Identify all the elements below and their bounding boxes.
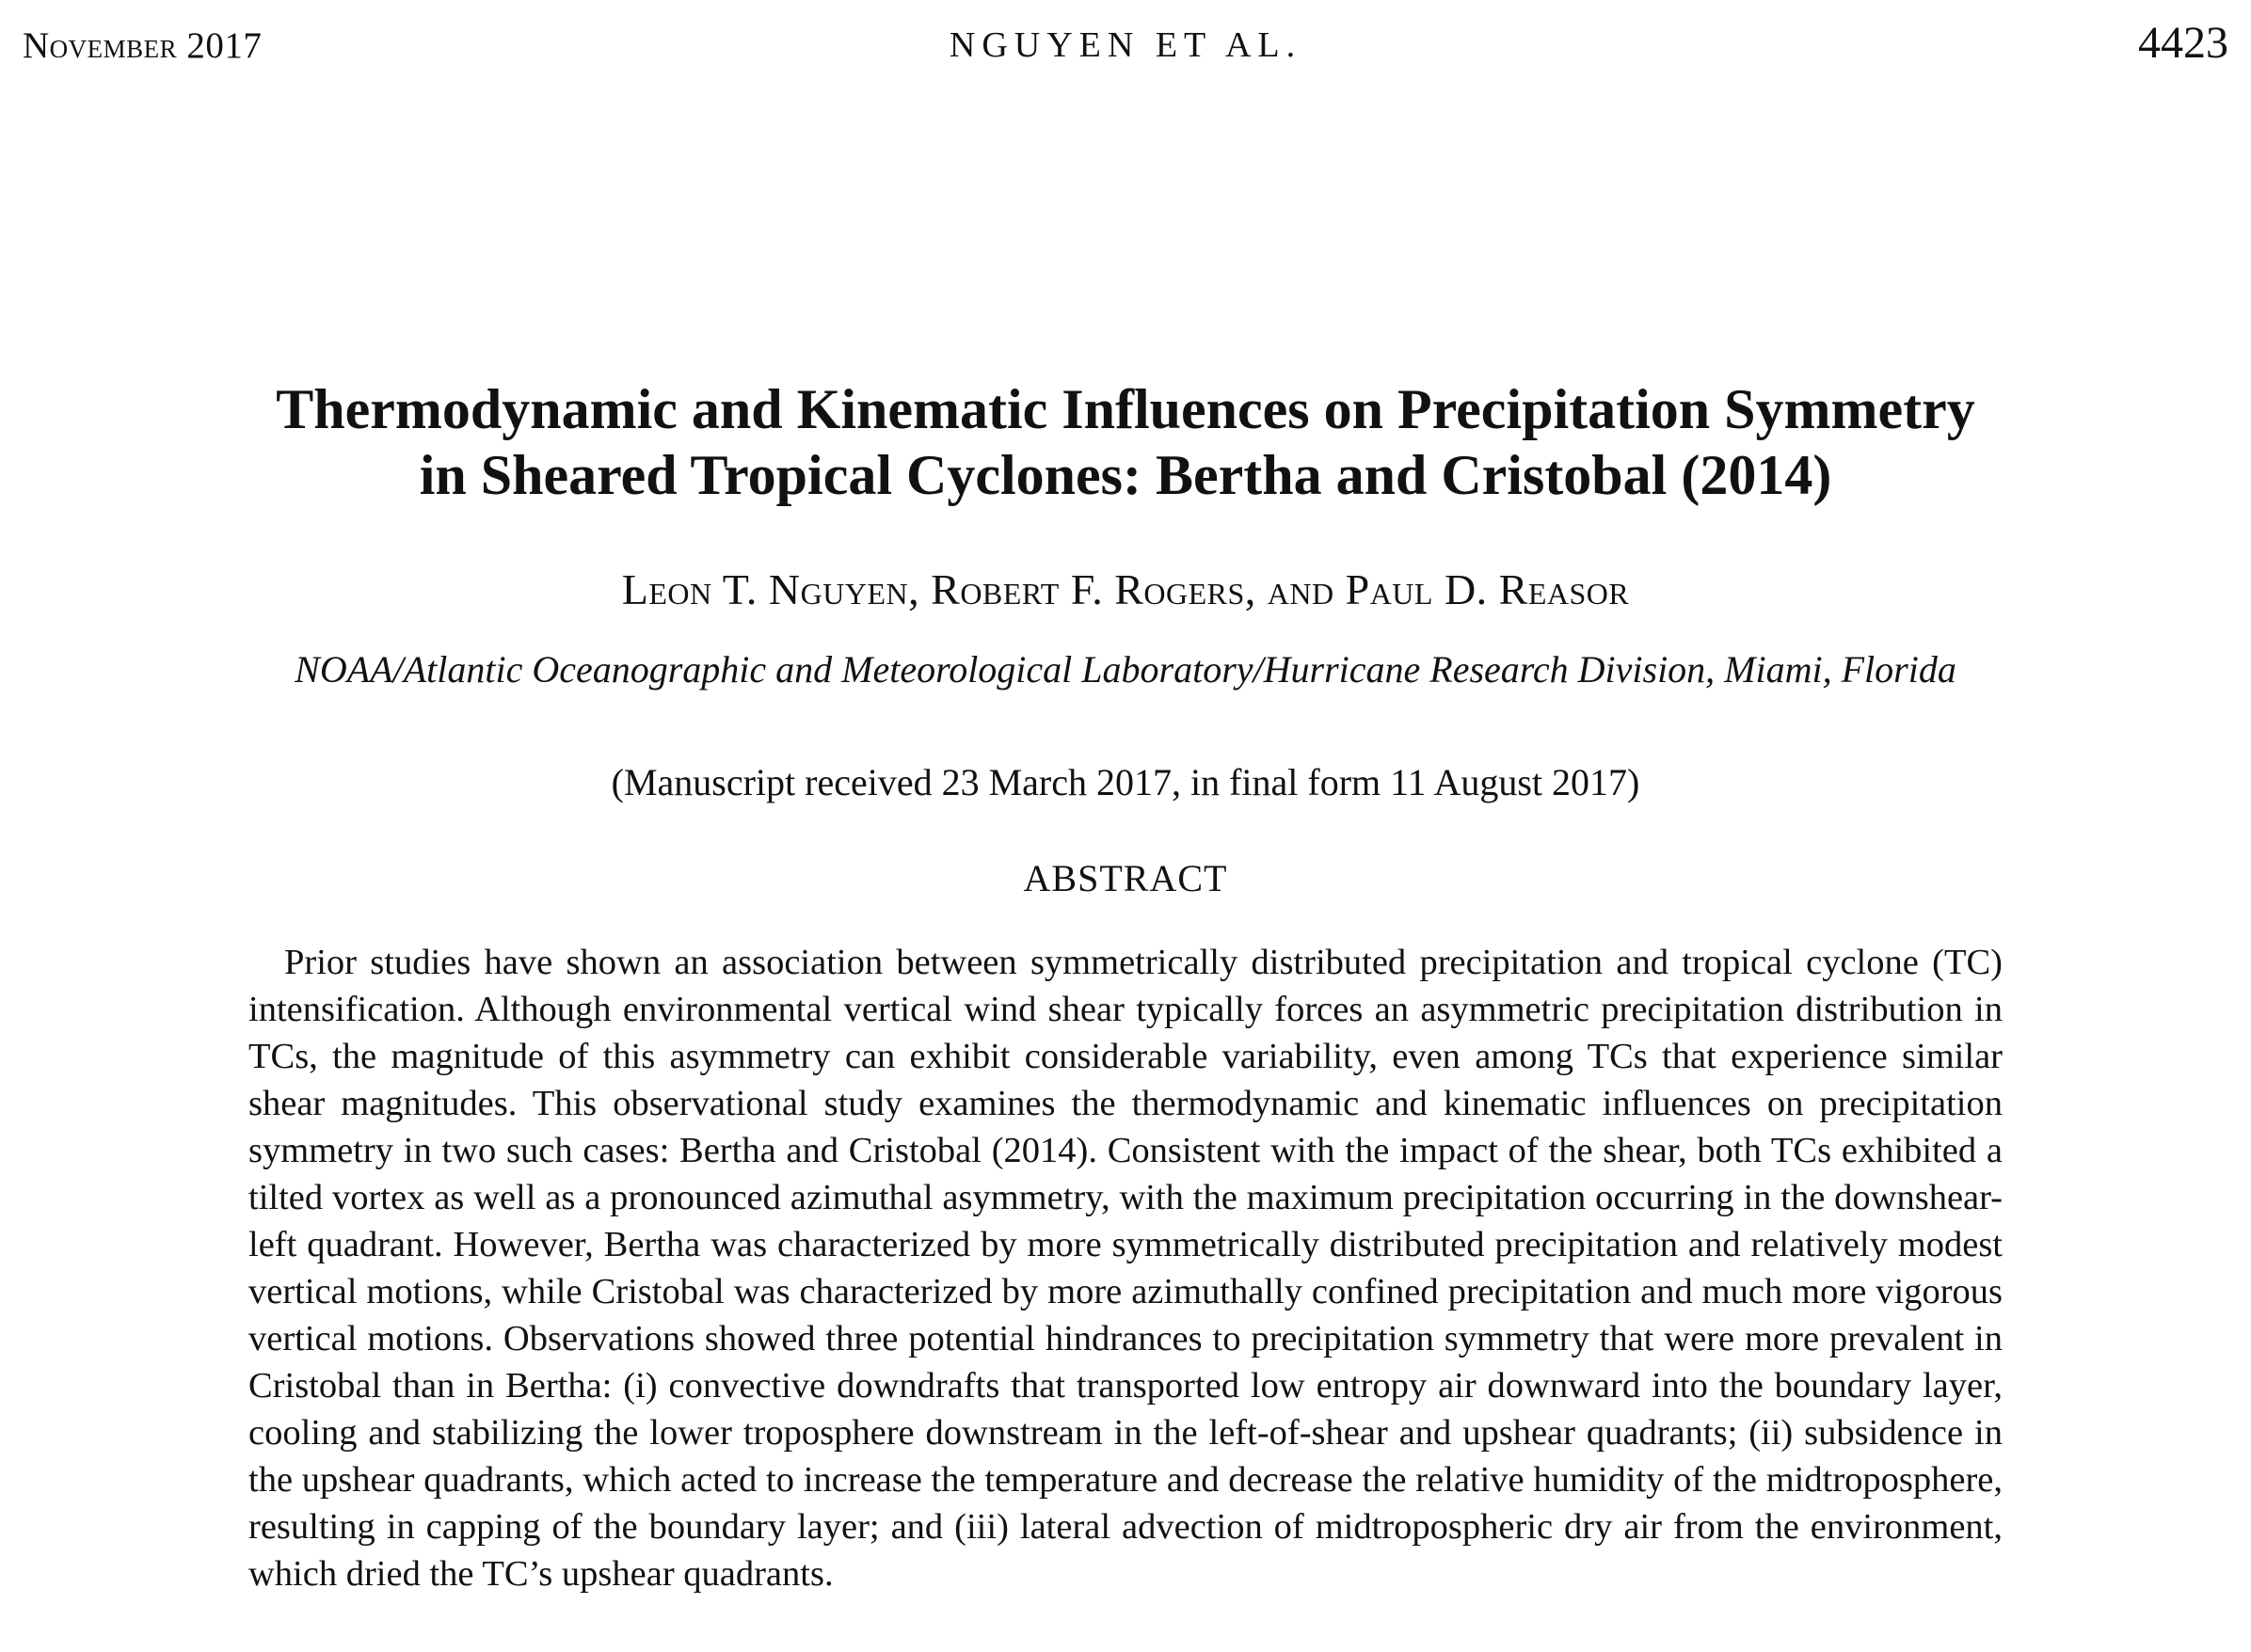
manuscript-dates: (Manuscript received 23 March 2017, in final form 11 August 2017) [611, 761, 1640, 803]
issue-date: November 2017 [23, 25, 263, 66]
author-list: Leon T. Nguyen, Robert F. Rogers, and Paul D. Reasor [621, 565, 1630, 613]
running-header [23, 17, 2228, 73]
abstract-heading: ABSTRACT [1023, 857, 1228, 899]
running-authors: NGUYEN ET AL. [949, 25, 1302, 65]
affiliation: NOAA/Atlantic Oceanographic and Meteorological Laboratory/Hurricane Research Division, Miami, Florida [295, 648, 1956, 691]
abstract-text: Prior studies have shown an association between symmetrically distributed precipitation and tropical cyclone (TC) intensification. Although environmental vertical wind shear typically forces an asymmetric precipitation distribution in TCs, the magnitude of this asymmetry can exhibit considerable variability, even among TCs that experience similar shear magnitudes. This observational study examines the thermodynamic and kinematic influences on precipitation symmetry in two such cases: Bertha and Cristobal (2014). Consistent with the impact of the shear, both TCs exhibited a tilted vortex as well as a pronounced azimuthal asymmetry, with the maximum precipitation occurring in the downshear-left quadrant. However, Bertha was characterized by more symmetrically distributed precipitation and relatively modest vertical motions, while Cristobal was characterized by more azimuthally confined precipitation and much more vigorous vertical motions. Observations showed three potential hindrances to precipitation symmetry that were more prevalent in Cristobal than in Bertha: (i) convective downdrafts that transported low entropy air downward into the boundary layer, cooling and stabilizing the lower troposphere downstream in the left-of-shear and upshear quadrants; (ii) subsidence in the upshear quadrants, which acted to increase the temperature and decrease the relative humidity of the midtroposphere, resulting in capping of the boundary layer; and (iii) lateral advection of midtropospheric dry air from the environment, which dried the TC’s upshear quadrants. [248, 943, 2003, 1594]
article-title [0, 376, 2251, 508]
title-line-2: in Sheared Tropical Cyclones: Bertha and Cristobal (2014) [419, 444, 1832, 506]
title-line-1: Thermodynamic and Kinematic Influences on Precipitation Symmetry [276, 378, 1975, 440]
page-number: 4423 [2138, 18, 2228, 68]
